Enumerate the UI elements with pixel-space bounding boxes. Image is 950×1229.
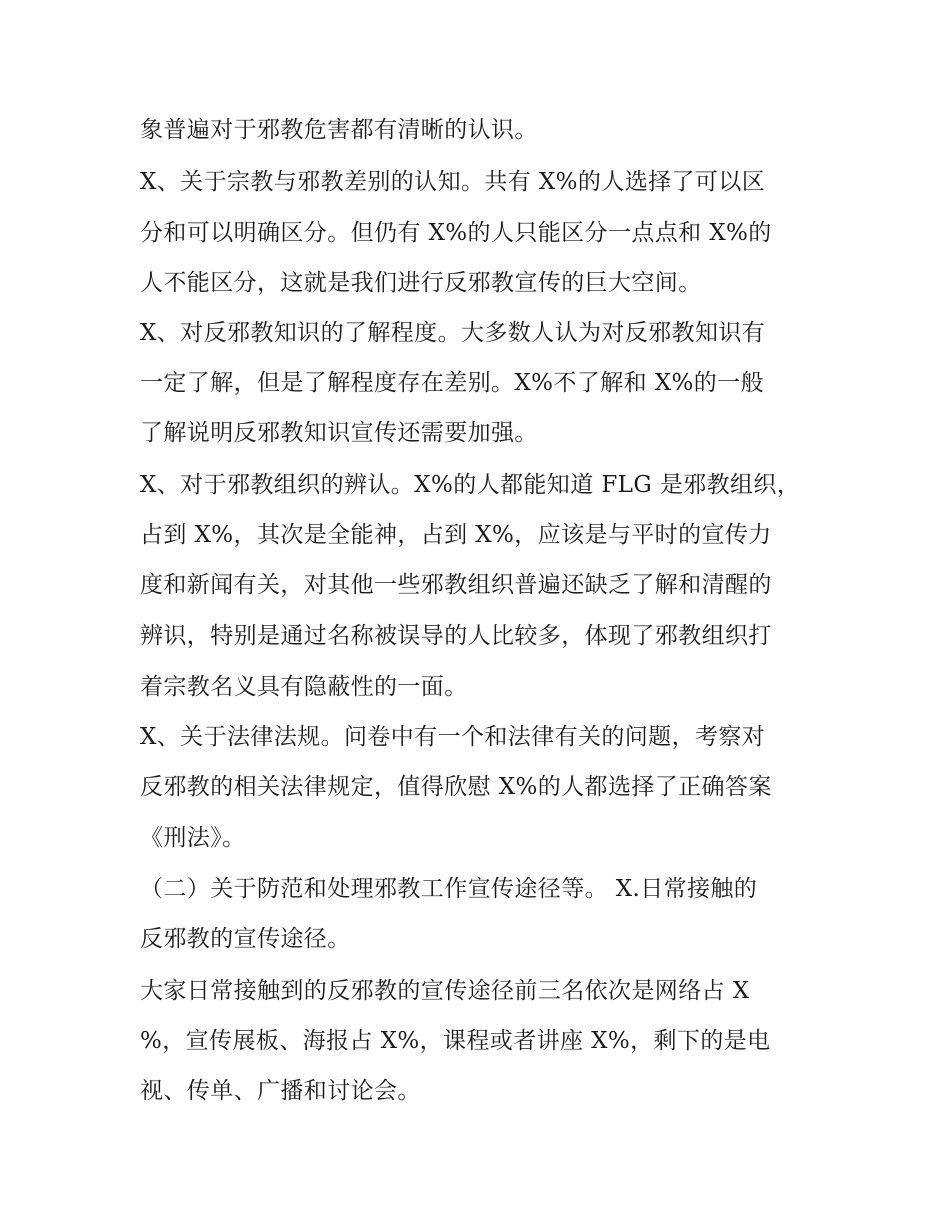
text-line: （二）关于防范和处理邪教工作宣传途径等。 X.日常接触的 bbox=[140, 876, 758, 902]
text-line: 人不能区分，这就是我们进行反邪教宣传的巨大空间。 bbox=[140, 270, 702, 296]
text-line: 反邪教的相关法律规定，值得欣慰 X%的人都选择了正确答案 bbox=[140, 774, 772, 800]
text-line: 反邪教的宣传途径。 bbox=[140, 926, 351, 952]
text-line: 了解说明反邪教知识宣传还需要加强。 bbox=[140, 420, 538, 446]
text-line: 度和新闻有关，对其他一些邪教组织普遍还缺乏了解和清醒的 bbox=[140, 572, 772, 598]
text-line: 占到 X%，其次是全能神，占到 X%，应该是与平时的宣传力 bbox=[140, 522, 772, 548]
text-line: X、关于宗教与邪教差别的认知。共有 X%的人选择了可以区 bbox=[140, 169, 766, 195]
text-line: 大家日常接触到的反邪教的宣传途径前三名依次是网络占 X bbox=[140, 978, 750, 1004]
text-line: 视、传单、广播和讨论会。 bbox=[140, 1078, 421, 1104]
text-line: 象普遍对于邪教危害都有清晰的认识。 bbox=[140, 117, 538, 143]
text-line: %，宣传展板、海报占 X%，课程或者讲座 X%，剩下的是电 bbox=[140, 1028, 771, 1054]
text-line: 辨识，特别是通过名称被误导的人比较多，体现了邪教组织打 bbox=[140, 623, 772, 649]
text-line: 《刑法》。 bbox=[140, 825, 246, 851]
text-line: X、对于邪教组织的辨认。X%的人都能知道 FLG 是邪教组织， bbox=[140, 472, 801, 498]
text-line: 一定了解，但是了解程度存在差别。X%不了解和 X%的一般 bbox=[140, 370, 764, 396]
text-line: X、对反邪教知识的了解程度。大多数人认为对反邪教知识有 bbox=[140, 320, 766, 346]
text-line: X、关于法律法规。问卷中有一个和法律有关的问题，考察对 bbox=[140, 724, 766, 750]
text-line: 着宗教名义具有隐蔽性的一面。 bbox=[140, 674, 468, 700]
text-line: 分和可以明确区分。但仍有 X%的人只能区分一点点和 X%的 bbox=[140, 220, 772, 246]
